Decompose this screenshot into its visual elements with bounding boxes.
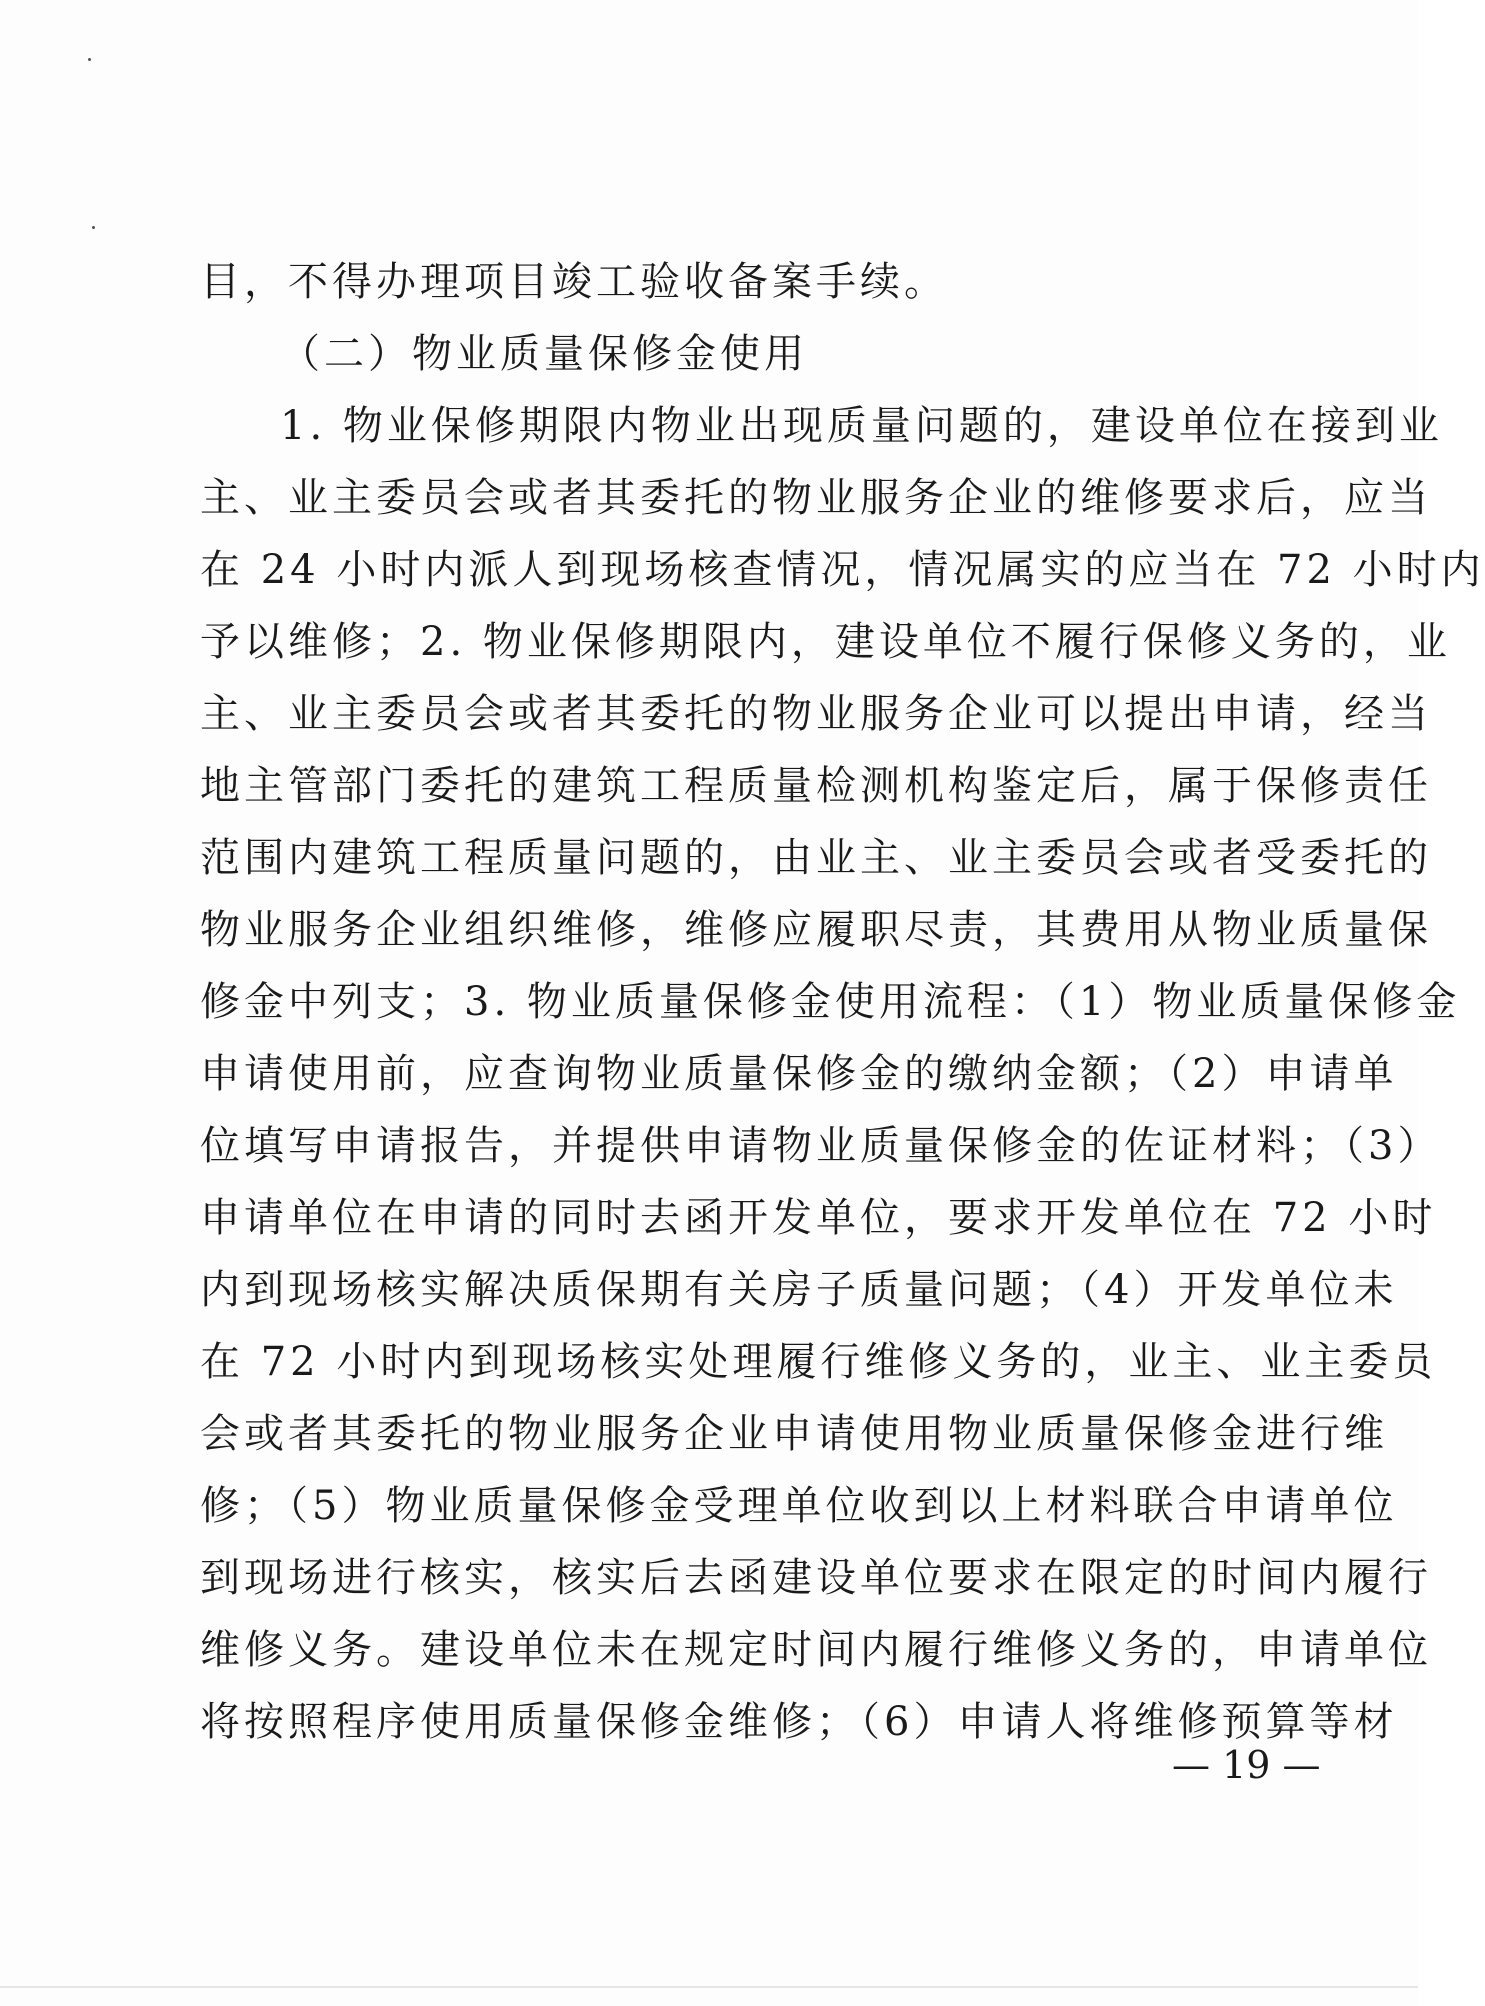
- scan-speck: [88, 58, 91, 61]
- text-line-11: 修金中列支；3. 物业质量保修金使用流程：（1）物业质量保修金: [200, 979, 1461, 1025]
- scan-speck: [92, 226, 95, 229]
- text-line-12: 申请使用前，应查询物业质量保修金的缴纳金额；（2）申请单: [200, 1051, 1398, 1097]
- text-line-20: 维修义务。建设单位未在规定时间内履行维修义务的，申请单位: [200, 1627, 1432, 1673]
- text-line-16: 在 72 小时内到现场核实处理履行维修义务的，业主、业主委员: [200, 1339, 1437, 1385]
- text-line-1: 目，不得办理项目竣工验收备案手续。: [200, 259, 948, 305]
- text-line-10: 物业服务企业组织维修，维修应履职尽责，其费用从物业质量保: [200, 907, 1432, 953]
- scan-edge-divider: [0, 1986, 1418, 1988]
- section-heading: （二）物业质量保修金使用: [280, 331, 808, 377]
- text-line-8: 地主管部门委托的建筑工程质量检测机构鉴定后，属于保修责任: [200, 763, 1432, 809]
- text-line-13: 位填写申请报告，并提供申请物业质量保修金的佐证材料；（3）: [200, 1123, 1442, 1169]
- text-line-18: 修；（5）物业质量保修金受理单位收到以上材料联合申请单位: [200, 1483, 1398, 1529]
- text-line-6: 予以维修；2. 物业保修期限内，建设单位不履行保修义务的，业: [200, 619, 1451, 665]
- text-line-9: 范围内建筑工程质量问题的，由业主、业主委员会或者受委托的: [200, 835, 1432, 881]
- text-line-5: 在 24 小时内派人到现场核查情况，情况属实的应当在 72 小时内: [200, 547, 1485, 593]
- text-line-4: 主、业主委员会或者其委托的物业服务企业的维修要求后，应当: [200, 475, 1432, 521]
- text-line-19: 到现场进行核实，核实后去函建设单位要求在限定的时间内履行: [200, 1555, 1432, 1601]
- page-number: — 19 —: [1172, 1743, 1321, 1787]
- text-line-15: 内到现场核实解决质保期有关房子质量问题；（4）开发单位未: [200, 1267, 1398, 1313]
- text-line-14: 申请单位在申请的同时去函开发单位，要求开发单位在 72 小时: [200, 1195, 1437, 1241]
- text-line-7: 主、业主委员会或者其委托的物业服务企业可以提出申请，经当: [200, 691, 1432, 737]
- text-line-21: 将按照程序使用质量保修金维修；（6）申请人将维修预算等材: [200, 1699, 1398, 1745]
- text-line-17: 会或者其委托的物业服务企业申请使用物业质量保修金进行维: [200, 1411, 1388, 1457]
- text-line-3: 1. 物业保修期限内物业出现质量问题的，建设单位在接到业: [280, 403, 1443, 449]
